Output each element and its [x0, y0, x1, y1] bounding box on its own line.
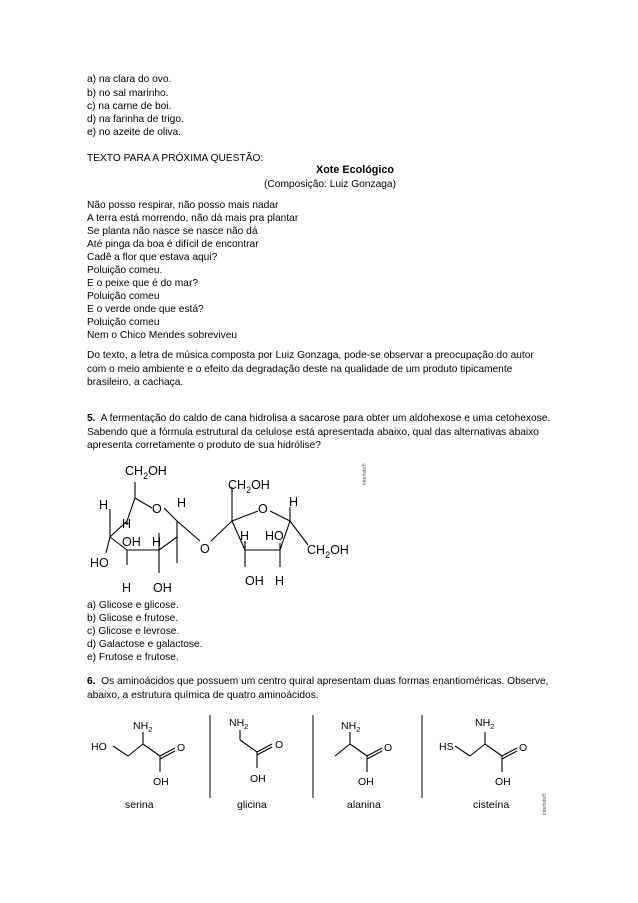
lyric-line: Cadê a flor que estava aqui?	[87, 252, 218, 263]
song-credit: (Composição: Luiz Gonzaga)	[264, 179, 396, 190]
amino-acid-name: alanina	[347, 799, 381, 811]
song-commentary: Do texto, a letra de música composta por Luiz Gonzaga, pode-se observar a preocupação do autor com o meio ambiente e o efeito da degradação deste na qualidade de um produto tipicamente brasileiro, a cachaça.	[87, 350, 534, 388]
ch2oh-label: $CH_2OH$	[307, 543, 349, 560]
oh-label: OH	[122, 535, 141, 549]
question-6-statement	[87, 675, 552, 702]
option-a: a) Glicose e glicose.	[87, 600, 179, 611]
oh-label: OH	[495, 776, 511, 788]
text-intro: TEXTO PARA A PRÓXIMA QUESTÃO:	[87, 153, 264, 164]
question-text: Os aminoácidos que possuem um centro quiral apresentam duas formas enantioméricas. Observe, abaixo, a estrutura química de quatro aminoácidos.	[87, 676, 549, 701]
o-label: O	[200, 542, 210, 556]
option-c: c) Glicose e levrose.	[87, 626, 180, 637]
oh-label: OH	[153, 581, 172, 595]
question-number: 6.	[87, 676, 96, 687]
option-b: b) Glicose e frutose.	[87, 613, 179, 624]
ho-label: HO	[265, 529, 284, 543]
side-chain-label: HS	[439, 741, 454, 753]
h-label: H	[289, 495, 299, 509]
option-c: c) na carne de boi.	[87, 101, 172, 112]
nh2-label: $NH_2$	[229, 717, 249, 731]
song-title: Xote Ecológico	[316, 164, 394, 176]
amino-acid-name: serina	[125, 799, 154, 811]
oh-label: OH	[358, 776, 374, 788]
lyric-line: Poluição comeu	[87, 291, 160, 302]
lyric-line: E o peixe que é do mar?	[87, 278, 199, 289]
oh-label: OH	[250, 773, 266, 785]
lyric-line: Nem o Chico Mendes sobreviveu	[87, 330, 238, 341]
ho-label: HO	[90, 556, 109, 570]
question-text: A fermentação do caldo de cana hidrolisa a sacarose para obter um aldohexose e uma cetohexose. Sabendo que a fórmula estrutural da celulose está apresentada abaixo, qual das alternativas abaixo apresenta corretamente o produto de sua hidrólise?	[87, 413, 551, 451]
amino-acid-name: cisteína	[473, 799, 510, 811]
o-label: O	[275, 739, 284, 751]
option-d: d) na farinha de trigo.	[87, 114, 184, 125]
amino-acid-structures	[85, 710, 555, 820]
ch2oh-label: $CH_2OH$	[228, 478, 270, 495]
option-a: a) na clara do ovo.	[87, 74, 172, 85]
option-e: e) no azeite de oliva.	[87, 127, 182, 138]
ch2oh-label: $CH_2OH$	[125, 464, 167, 481]
nh2-label: $NH_2$	[475, 717, 495, 731]
h-label: H	[275, 574, 285, 588]
h-label: H	[177, 496, 187, 510]
h-label: H	[152, 535, 162, 549]
watermark: Interbits®	[542, 793, 548, 815]
oh-label: OH	[245, 574, 264, 588]
lyric-line: Até pinga da boa é difícil de encontrar	[87, 239, 259, 250]
lyric-line: Poluição comeu.	[87, 265, 163, 276]
ch2oh-text: CH	[125, 464, 144, 478]
lyric-line: Não posso respirar, não posso mais nadar	[87, 200, 279, 211]
h-label: H	[122, 517, 132, 531]
lyric-line: Se planta não nasce se nasce não dá	[87, 226, 258, 237]
question-number: 5.	[87, 413, 96, 424]
watermark: Interbits®	[362, 463, 368, 485]
lyric-line: E o verde onde que está?	[87, 304, 204, 315]
nh2-label: $NH_2$	[341, 720, 361, 734]
o-label: O	[258, 502, 268, 516]
h-label: H	[122, 581, 132, 595]
o-label: O	[152, 502, 162, 516]
option-b: b) no sal marinho.	[87, 88, 169, 99]
o-label: O	[177, 742, 186, 754]
lyric-line: Poluição comeu	[87, 317, 160, 328]
h-label: H	[99, 498, 109, 512]
o-label: O	[519, 742, 528, 754]
disaccharide-structure	[80, 455, 380, 600]
option-d: d) Galactose e galactose.	[87, 639, 203, 650]
lyric-line: A terra está morrendo, não dá mais pra plantar	[87, 213, 299, 224]
amino-acid-name: glicina	[237, 799, 267, 811]
question-5-statement	[87, 412, 552, 453]
side-chain-label: HO	[91, 741, 107, 753]
h-label: H	[240, 529, 250, 543]
option-e: e) Frutose e frutose.	[87, 652, 179, 663]
nh2-label: $NH_2$	[133, 720, 153, 734]
oh-label: OH	[153, 776, 169, 788]
o-label: O	[384, 742, 393, 754]
